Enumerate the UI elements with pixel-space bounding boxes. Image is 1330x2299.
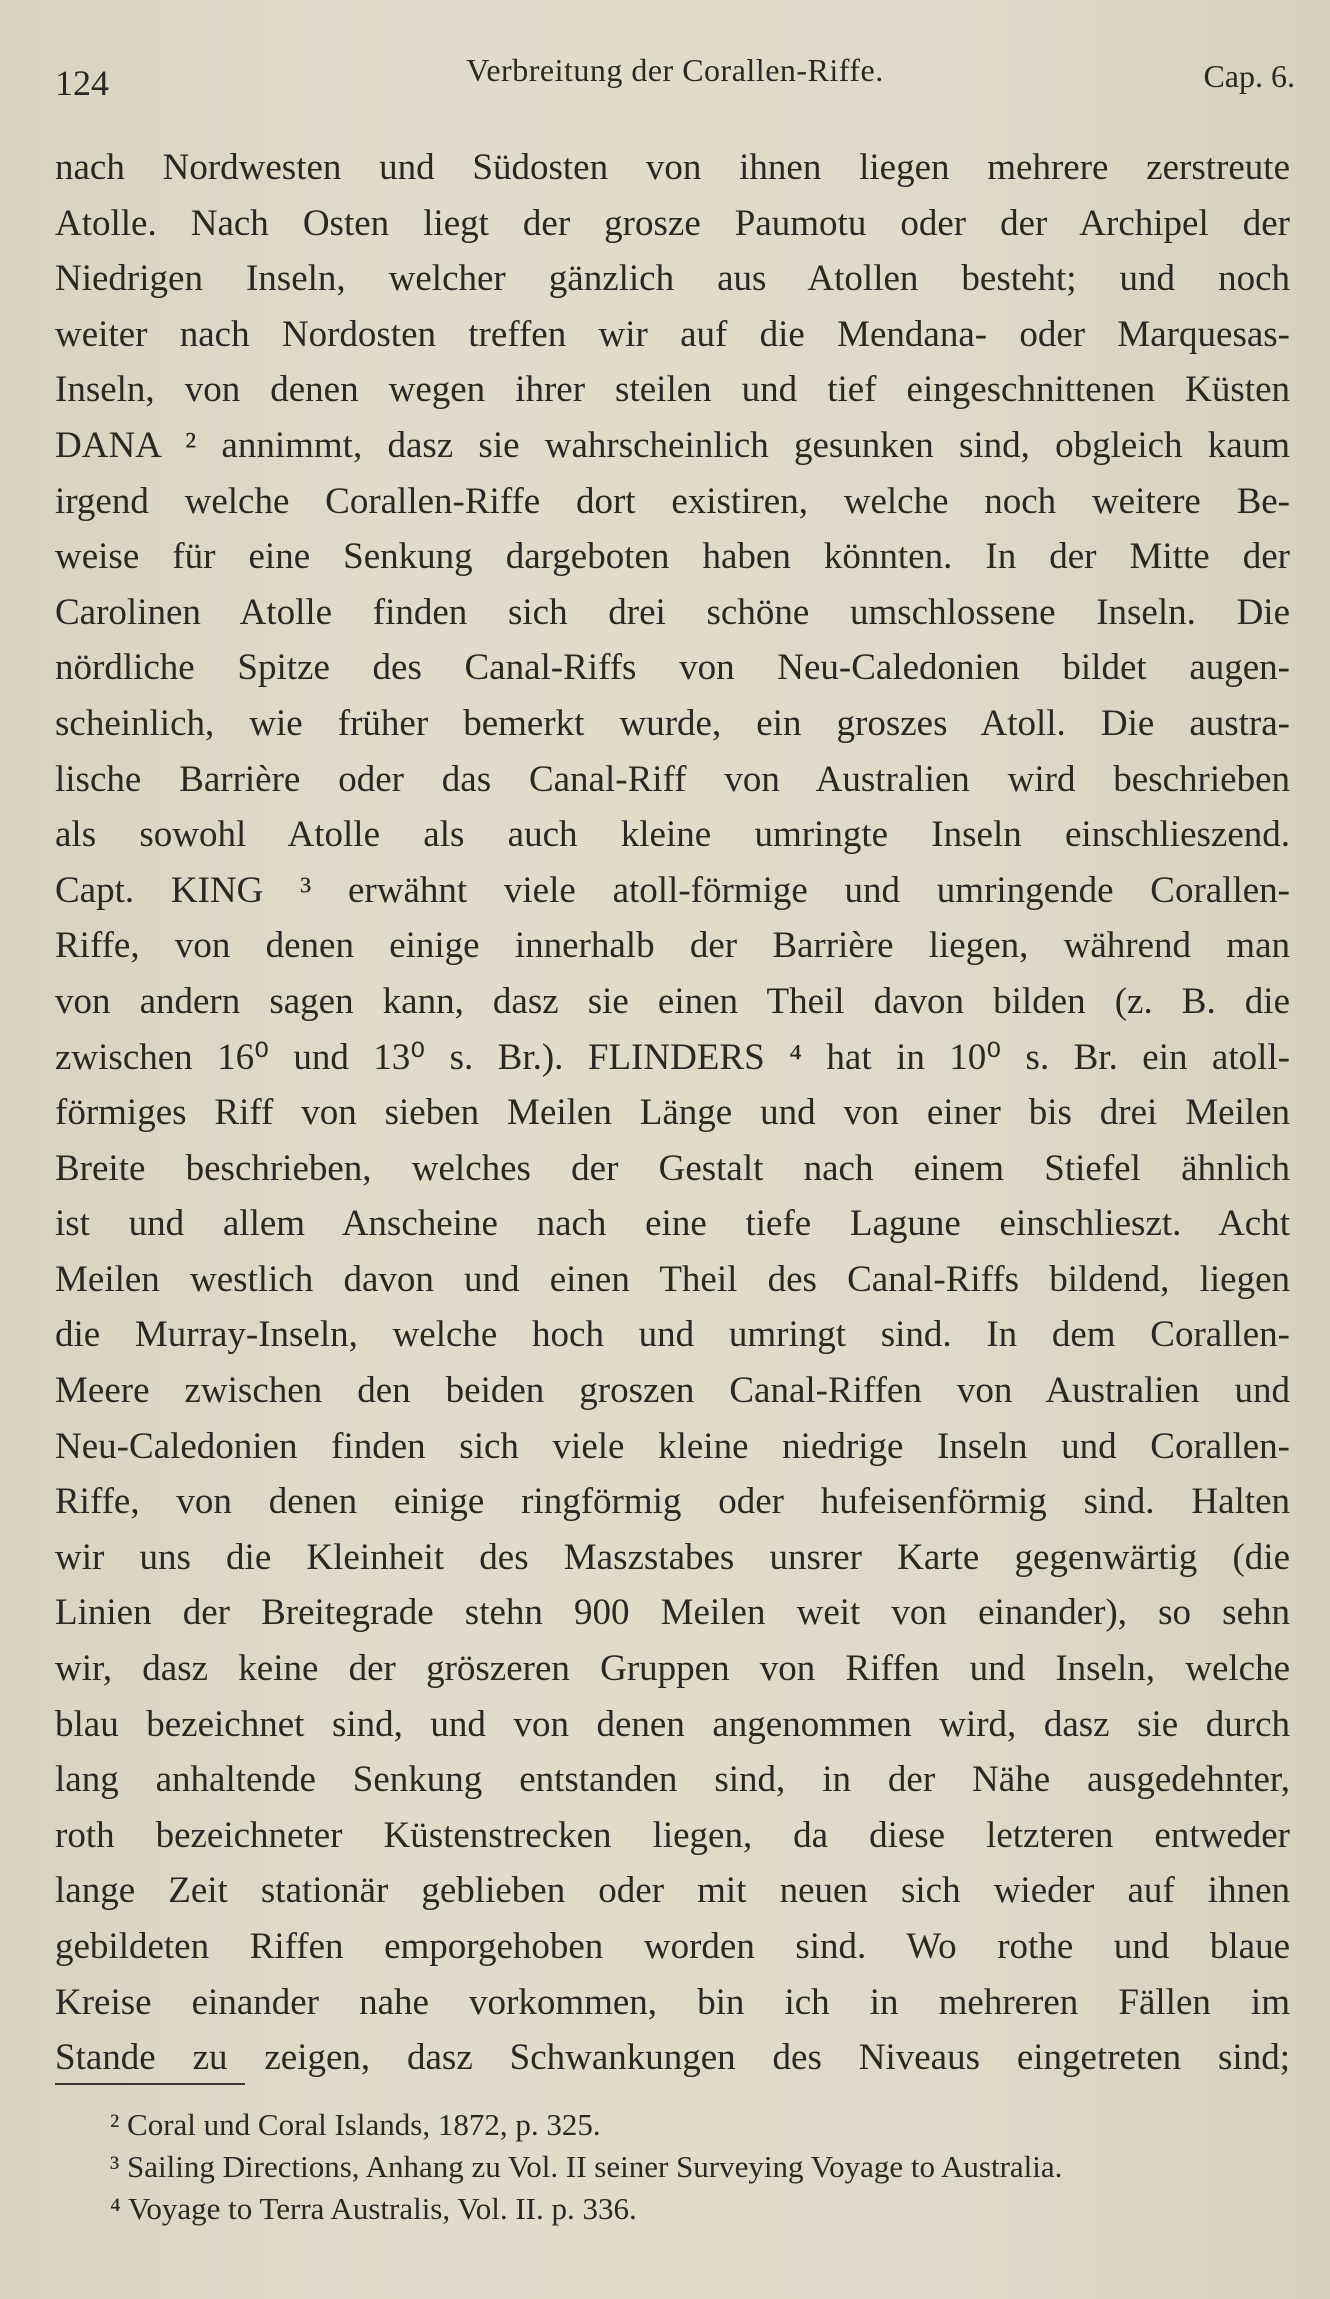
- text-line: zwischen 16⁰ und 13⁰ s. Br.). FLINDERS ⁴ hat in 10⁰ s. Br. ein atoll-: [55, 1036, 1290, 1078]
- text-line: irgend welche Corallen-Riffe dort existiren, welche noch weitere Be-: [55, 480, 1290, 522]
- text-line: lische Barrière oder das Canal-Riff von Australien wird beschrieben: [55, 758, 1290, 800]
- footnote: ³ Sailing Directions, Anhang zu Vol. II seiner Surveying Voyage to Australia.: [110, 2149, 1063, 2184]
- text-line: ist und allem Anscheine nach eine tiefe Lagune einschlieszt. Acht: [55, 1203, 1290, 1245]
- text-line: Niedrigen Inseln, welcher gänzlich aus Atollen besteht; und noch: [55, 258, 1290, 300]
- text-line: die Murray-Inseln, welche hoch und umringt sind. In dem Corallen-: [55, 1314, 1290, 1356]
- text-line: blau bezeichnet sind, und von denen angenommen wird, dasz sie durch: [55, 1703, 1290, 1745]
- text-line: wir uns die Kleinheit des Maszstabes unsrer Karte gegenwärtig (die: [55, 1536, 1290, 1578]
- text-line: förmiges Riff von sieben Meilen Länge und von einer bis drei Meilen: [55, 1092, 1290, 1134]
- text-line: Stande zu zeigen, dasz Schwankungen des Niveaus eingetreten sind;: [55, 2037, 1290, 2079]
- text-line: scheinlich, wie früher bemerkt wurde, ein groszes Atoll. Die austra-: [55, 702, 1290, 744]
- text-line: Riffe, von denen einige innerhalb der Barrière liegen, während man: [55, 925, 1290, 967]
- page-header: [55, 48, 1295, 108]
- text-line: von andern sagen kann, dasz sie einen Theil davon bilden (z. B. die: [55, 980, 1290, 1022]
- text-line: Capt. KING ³ erwähnt viele atoll-förmige und umringende Corallen-: [55, 869, 1290, 911]
- text-line: Breite beschrieben, welches der Gestalt nach einem Stiefel ähnlich: [55, 1147, 1290, 1189]
- text-line: als sowohl Atolle als auch kleine umringte Inseln einschlieszend.: [55, 814, 1290, 856]
- text-line: wir, dasz keine der gröszeren Gruppen von Riffen und Inseln, welche: [55, 1648, 1290, 1690]
- body-text: [55, 140, 1290, 2086]
- text-line: Neu-Caledonien finden sich viele kleine niedrige Inseln und Corallen-: [55, 1425, 1290, 1467]
- text-line: Carolinen Atolle finden sich drei schöne umschlossene Inseln. Die: [55, 591, 1290, 633]
- text-line: Kreise einander nahe vorkommen, bin ich in mehreren Fällen im: [55, 1981, 1290, 2023]
- text-line: lang anhaltende Senkung entstanden sind, in der Nähe ausgedehnter,: [55, 1759, 1290, 1801]
- text-line: Linien der Breitegrade stehn 900 Meilen weit von einander), so sehn: [55, 1592, 1290, 1634]
- footnotes: [110, 2104, 1295, 2230]
- text-line: weise für eine Senkung dargeboten haben könnten. In der Mitte der: [55, 536, 1290, 578]
- chapter-label: Cap. 6.: [1203, 58, 1295, 94]
- text-line: nach Nordwesten und Südosten von ihnen liegen mehrere zerstreute: [55, 147, 1290, 188]
- footnote-rule: [55, 2083, 245, 2085]
- text-line: Atolle. Nach Osten liegt der grosze Paumotu oder der Archipel der: [55, 202, 1290, 244]
- text-line: Meere zwischen den beiden groszen Canal-Riffen von Australien und: [55, 1370, 1290, 1412]
- text-line: Meilen westlich davon und einen Theil des Canal-Riffs bildend, liegen: [55, 1258, 1290, 1300]
- text-line: DANA ² annimmt, dasz sie wahrscheinlich gesunken sind, obgleich kaum: [55, 424, 1290, 466]
- text-line: weiter nach Nordosten treffen wir auf die Mendana- oder Marquesas-: [55, 313, 1290, 355]
- footnote: ² Coral und Coral Islands, 1872, p. 325.: [110, 2107, 601, 2142]
- text-line: roth bezeichneter Küstenstrecken liegen, da diese letzteren entweder: [55, 1814, 1290, 1856]
- text-line: lange Zeit stationär geblieben oder mit neuen sich wieder auf ihnen: [55, 1870, 1290, 1912]
- text-line: nördliche Spitze des Canal-Riffs von Neu-Caledonien bildet augen-: [55, 647, 1290, 689]
- text-line: gebildeten Riffen emporgehoben worden sind. Wo rothe und blaue: [55, 1926, 1290, 1967]
- footnote: ⁴ Voyage to Terra Australis, Vol. II. p. 336.: [110, 2191, 637, 2226]
- text-line: Inseln, von denen wegen ihrer steilen und tief eingeschnittenen Küsten: [55, 369, 1290, 411]
- text-line: Riffe, von denen einige ringförmig oder hufeisenförmig sind. Halten: [55, 1481, 1290, 1523]
- page-number: 124: [55, 63, 109, 103]
- running-title: Verbreitung der Corallen-Riffe.: [466, 52, 884, 88]
